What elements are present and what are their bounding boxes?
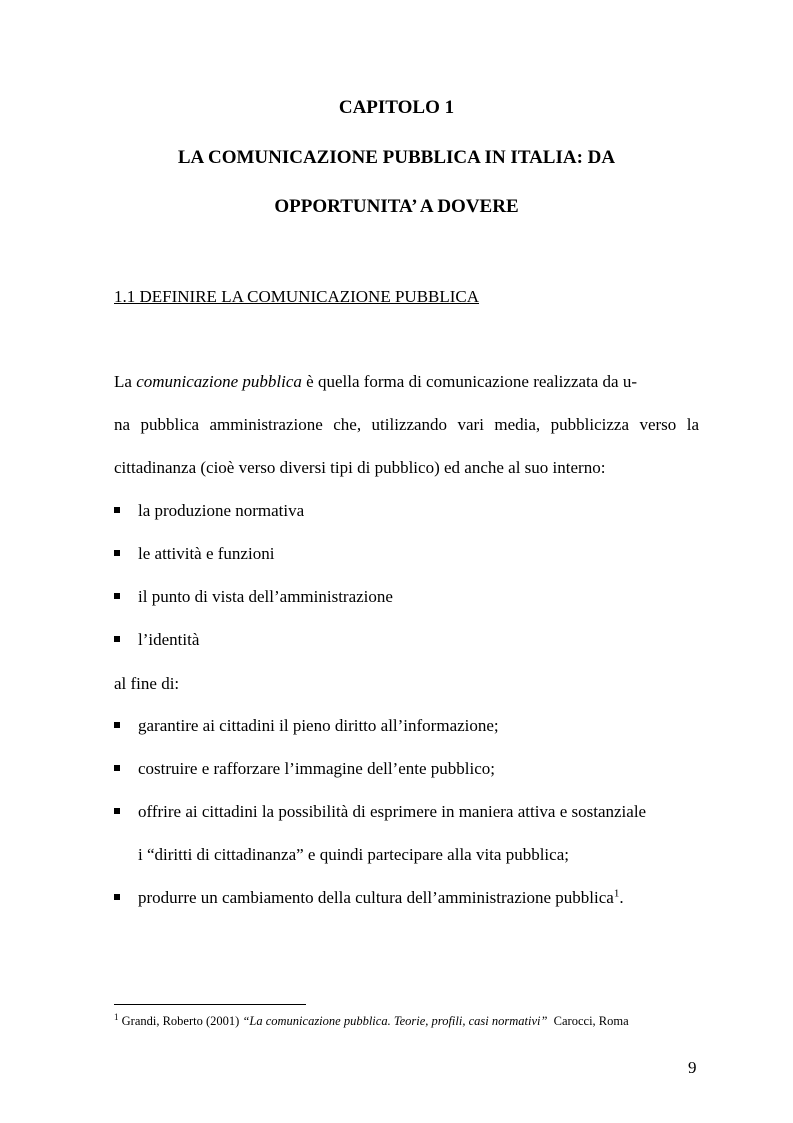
footnote-number: 1 xyxy=(114,1011,119,1022)
intro-line-2: na pubblica amministrazione che, utilizzando vari media, pubblicizza verso la xyxy=(114,415,699,434)
footnote xyxy=(114,1013,629,1029)
footnote-title: “La comunicazione pubblica. Teorie, profili, casi normativi” xyxy=(242,1014,548,1028)
bullet-square-icon xyxy=(114,550,120,556)
list-item-text: la produzione normativa xyxy=(138,501,305,520)
bullet-square-icon xyxy=(114,894,120,900)
footnote-separator xyxy=(114,1004,306,1005)
intro-line-3: cittadinanza (cioè verso diversi tipi di pubblico) ed anche al suo interno: xyxy=(114,458,606,477)
intro-term-italic: comunicazione pubblica xyxy=(136,372,302,391)
list-item-text: costruire e rafforzare l’immagine dell’ente pubblico; xyxy=(138,759,495,778)
page-number: 9 xyxy=(688,1058,697,1077)
list-item-text: l’identità xyxy=(138,630,200,649)
list-item-text xyxy=(138,887,624,909)
list-item-text: offrire ai cittadini la possibilità di esprimere in maniera attiva e sostanziale xyxy=(138,802,647,821)
footnote-reference[interactable]: 1 xyxy=(613,887,620,900)
chapter-title-line-2: OPPORTUNITA’ A DOVERE xyxy=(274,196,519,217)
chapter-title-line-1: LA COMUNICAZIONE PUBBLICA IN ITALIA: DA xyxy=(177,147,616,168)
list-item-continuation: i “diritti di cittadinanza” e quindi partecipare alla vita pubblica; xyxy=(138,845,569,864)
list-item-text: garantire ai cittadini il pieno diritto all’informazione; xyxy=(138,716,499,735)
bullet-square-icon xyxy=(114,808,120,814)
list-item-text-main: produrre un cambiamento della cultura dell’amministrazione pubblica xyxy=(138,888,614,907)
list-item-text-end: . xyxy=(619,888,624,907)
bullet-square-icon xyxy=(114,593,120,599)
bullet-square-icon xyxy=(114,636,120,642)
bullet-square-icon xyxy=(114,722,120,728)
intro-line-1-suffix: è quella forma di comunicazione realizzata da u- xyxy=(301,372,638,391)
list-item-text: il punto di vista dell’amministrazione xyxy=(138,587,393,606)
purpose-intro: al fine di: xyxy=(114,674,180,693)
footnote-publisher: Carocci, Roma xyxy=(547,1014,629,1028)
chapter-label: CAPITOLO 1 xyxy=(338,97,455,118)
list-item-text: le attività e funzioni xyxy=(138,544,275,563)
footnote-author: Grandi, Roberto (2001) xyxy=(118,1014,243,1028)
intro-line-1-prefix: La xyxy=(114,372,137,391)
bullet-square-icon xyxy=(114,765,120,771)
bullet-square-icon xyxy=(114,507,120,513)
intro-line-1 xyxy=(114,371,699,393)
section-title: 1.1 DEFINIRE LA COMUNICAZIONE PUBBLICA xyxy=(114,287,480,306)
